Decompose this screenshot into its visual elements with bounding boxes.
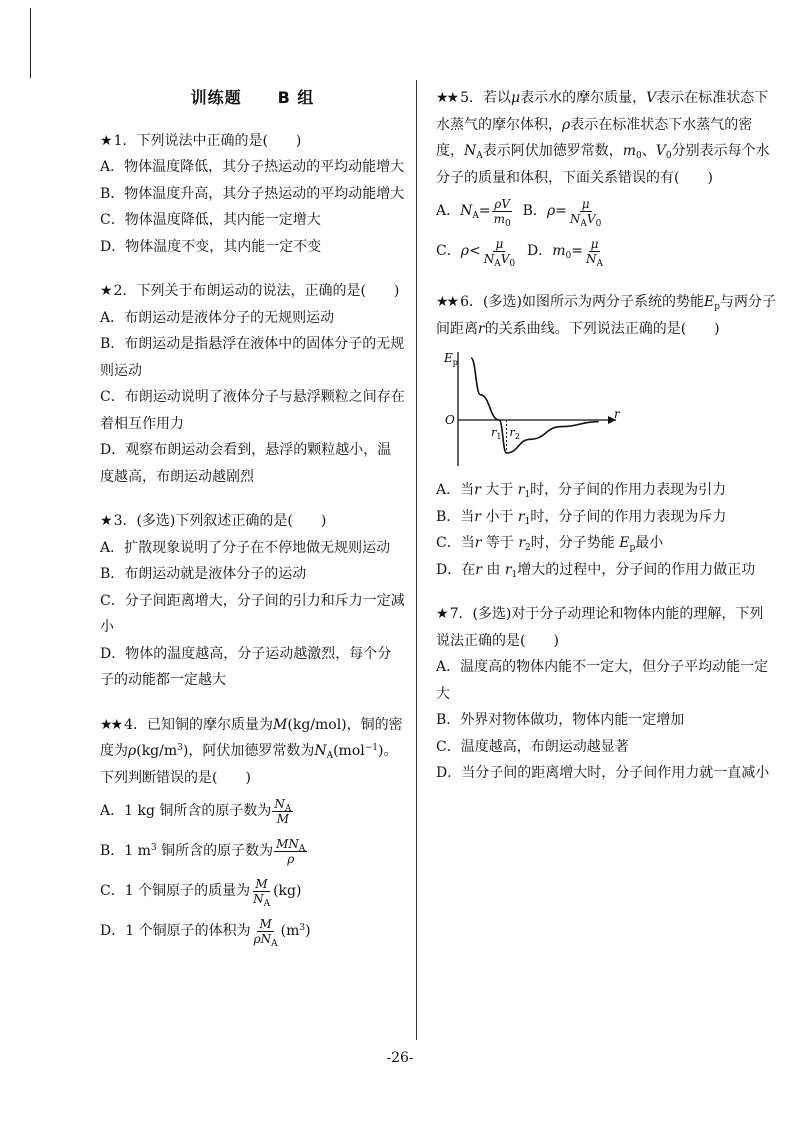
question-7-option-a: A．温度高的物体内能不一定大，但分子平均动能一定大 (436, 659, 769, 702)
left-column (100, 85, 405, 969)
question-3-option-a: A．扩散现象说明了分子在不停地做无规则运动 (100, 539, 391, 556)
question-4-option-b (100, 831, 405, 871)
question-1-option-d: D．物体温度不变，其内能一定不变 (100, 238, 322, 255)
y-axis-label: $E_p$ (444, 351, 458, 367)
q5-m: m (493, 211, 505, 226)
q5-A: A (494, 258, 501, 269)
star-icon: ★ (100, 283, 111, 299)
q4-inv: −1 (364, 743, 379, 753)
question-7-option-b: B．外界对物体做功，物体内能一定增加 (436, 712, 685, 728)
question-3-option-c: C．分子间距离增大，分子间的引力和斥力一定减小 (100, 592, 405, 635)
q6-opt-c-tail: 最小 (635, 535, 664, 551)
fraction (274, 837, 307, 866)
fraction (251, 876, 272, 909)
q5-rho: ρ (494, 196, 502, 211)
column-divider (416, 80, 417, 1040)
q4-stem-b: ，铜的密度为 (100, 716, 403, 759)
q4-opt-b-text: B．1 m (100, 843, 151, 859)
q6-opt-b-sub: 1 (524, 516, 531, 527)
q5-zero: 0 (565, 251, 572, 261)
q5-t5: 表示阿伏加德罗常数， (482, 143, 623, 159)
question-1-stem (100, 128, 405, 155)
question-7-stem (436, 601, 776, 654)
q4-cube: 3 (150, 843, 157, 853)
question-2-text: 2．下列关于布朗运动的说法，正确的是( ) (113, 283, 400, 299)
q5-rho: ρ (460, 243, 469, 259)
question-1 (100, 128, 405, 261)
q5-sep: 、 (641, 143, 656, 159)
q6-r: r (517, 482, 525, 498)
question-4-option-d (100, 911, 405, 951)
q5-rho: ρ (546, 203, 556, 219)
q6-r: r (474, 535, 482, 551)
q6-r: r (474, 508, 481, 525)
q5-zero: 0 (636, 151, 642, 161)
q6-opt-a-a: A．当 (436, 482, 475, 498)
q6-p: p (629, 543, 636, 553)
q5-opt-a: A． (436, 203, 461, 219)
q4-opt-d-text: D．1 个铜原子的体积为 (100, 923, 251, 939)
fraction (482, 236, 517, 269)
q5-N: N (483, 251, 495, 266)
q4-rho: ρ (253, 931, 261, 946)
question-3-text: 3．(多选)下列叙述正确的是( ) (113, 513, 327, 529)
q5-opt-c: C． (436, 243, 461, 259)
star-icon: ★★ (100, 716, 122, 733)
q4-stem-d: )。下列判断错误的是( ) (100, 743, 398, 786)
q4-rho: ρ (287, 851, 295, 866)
q5-t6: 分别表示每个水分子的质量和体积，下面关系错误的有( ) (436, 143, 770, 186)
q5-rho: ρ (562, 116, 571, 133)
q6-opt-a-c: 时，分子间的作用力表现为引力 (530, 482, 727, 498)
question-1-option-a: A．物体温度降低，其分子热运动的平均动能增大 (100, 159, 405, 175)
q5-N: N (464, 143, 477, 159)
q6-r: r (478, 320, 485, 337)
question-3 (100, 508, 405, 694)
title-group: B 组 (277, 88, 315, 107)
q4-A: A (284, 803, 292, 814)
q6-opt-d-c: 增大的过程中，分子间的作用力做正功 (517, 561, 756, 578)
question-1-option-b: B．物体温度升高，其分子热运动的平均动能增大 (100, 185, 405, 202)
question-7-option-c: C．温度越高，布朗运动越显著 (436, 738, 629, 755)
q4-unit-molar: (kg/mol) (287, 716, 347, 733)
q4-unit-inv: (mol (333, 743, 365, 759)
question-4-option-c (100, 871, 405, 911)
q4-M: M (276, 836, 289, 851)
q5-zero: 0 (509, 258, 516, 269)
potential-energy-chart (436, 346, 626, 471)
q4-opt-b-text2: 铜所含的原子数为 (156, 843, 274, 859)
q5-A: A (472, 211, 479, 221)
q5-eq: = (571, 243, 583, 259)
q4-N: N (260, 931, 272, 946)
question-2 (100, 278, 405, 490)
right-column (436, 85, 776, 805)
q6-opt-c-b: 等于 (481, 535, 519, 551)
q6-r: r (504, 561, 512, 578)
q6-r: r (517, 508, 525, 525)
r1-label: $r_1$ (491, 426, 502, 441)
question-7-text: 7．(多选)对于分子动理论和物体内能的理解，下列说法正确的是( ) (436, 606, 764, 649)
q5-t2: 表示水的摩尔质量， (520, 90, 647, 106)
q5-V0: V (500, 251, 510, 266)
title-text: 训练题 (190, 88, 242, 107)
q6-E: E (703, 294, 715, 310)
q6-opt-b-a: B．当 (436, 508, 475, 525)
q4-stem-a: 4．已知铜的摩尔质量为 (124, 716, 274, 733)
q6-E: E (619, 535, 630, 551)
q4-N: N (274, 796, 285, 811)
fraction (492, 196, 513, 229)
fraction (252, 916, 280, 949)
q4-opt-a-text: A．1 kg 铜所含的原子数为 (100, 803, 272, 819)
scan-margin-line (30, 8, 31, 78)
q4-rho: ρ (128, 743, 137, 759)
q5-eq: = (478, 203, 491, 219)
question-6-option-b (436, 504, 776, 531)
q5-mu: μ (590, 236, 599, 251)
q6-stem-a: 6．(多选)如图所示为两分子系统的势能 (460, 294, 704, 310)
question-3-option-d: D．物体的温度越高，分子运动越激烈，每个分子的动能都一定越大 (100, 645, 392, 688)
question-5-options-ab (436, 191, 776, 231)
page-title (100, 85, 405, 112)
q5-opt-b: B． (522, 203, 547, 219)
q4-opt-c-text: C．1 个铜原子的质量为 (100, 883, 251, 899)
q4-close: ) (182, 743, 189, 759)
q5-N: N (569, 211, 581, 226)
q5-mu: μ (511, 90, 521, 106)
q5-zero: 0 (665, 151, 672, 161)
q5-V: V (501, 196, 511, 211)
q5-t4: 表示在标准状态下水蒸气的密度， (436, 116, 753, 159)
fraction (272, 797, 293, 826)
q5-opt-d: D． (527, 243, 553, 259)
q5-zero: 0 (595, 218, 602, 229)
q4-unit-density: (kg/m (136, 743, 178, 759)
q5-A: A (596, 258, 603, 269)
question-1-text: 1．下列说法中正确的是( ) (113, 132, 302, 149)
q4-A: A (326, 751, 334, 761)
page-number: -26- (386, 1050, 414, 1066)
q4-A: A (271, 938, 278, 949)
q5-t3: 表示在标准状态下水蒸气的摩尔体积， (436, 90, 769, 133)
q6-r: r (474, 482, 481, 498)
q5-zero: 0 (505, 218, 511, 229)
q4-opt-d-unit: (m (280, 923, 300, 939)
q4-M: M (255, 876, 268, 891)
q4-M: M (273, 716, 288, 733)
question-6-option-c (436, 530, 776, 557)
q6-r: r (518, 535, 526, 551)
q4-opt-d-close: ) (305, 923, 311, 939)
question-4-stem (100, 712, 405, 792)
question-7-option-d: D．当分子间的距离增大时，分子间作用力就一直减小 (436, 765, 770, 781)
q5-N: N (460, 203, 473, 219)
q5-m: m (552, 243, 566, 259)
q5-mu: μ (581, 196, 590, 211)
q6-opt-b-b: 小于 (481, 508, 518, 525)
fraction (584, 236, 605, 269)
question-2-option-d: D．观察布朗运动会看到，悬浮的颗粒越小，温度越高，布朗运动越剧烈 (100, 442, 392, 485)
star-icon: ★ (100, 513, 111, 529)
question-6-option-d (436, 557, 776, 584)
q5-V0: V (655, 143, 666, 159)
q5-A: A (476, 151, 483, 161)
question-7 (436, 601, 776, 787)
q5-lt: < (468, 243, 481, 259)
question-5-options-cd (436, 231, 776, 271)
q5-N: N (585, 251, 597, 266)
q4-A: A (298, 843, 306, 854)
q6-stem-c: 的关系曲线。下列说法正确的是( ) (484, 320, 720, 337)
question-6-option-a (436, 477, 776, 504)
q6-opt-a-sub: 1 (524, 490, 531, 500)
q4-A: A (263, 898, 271, 909)
q4-N: N (253, 891, 264, 906)
q5-V0: V (586, 211, 596, 226)
q4-N: N (288, 836, 299, 851)
q6-opt-b-c: 时，分子间的作用力表现为斥力 (530, 508, 727, 525)
q6-opt-a-b: 大于 (480, 482, 518, 498)
q4-cube: 3 (299, 923, 306, 933)
q4-M: M (276, 811, 290, 826)
star-icon: ★★ (436, 90, 458, 106)
fraction (568, 196, 603, 229)
q6-r: r (475, 561, 482, 578)
q6-stem-b: 与两分子间距离 (436, 294, 776, 337)
question-6-stem (436, 289, 776, 342)
q4-stem-c: ，阿伏加德罗常数为 (188, 743, 315, 759)
question-4-option-a (100, 791, 405, 831)
x-axis-label: r (614, 407, 620, 421)
q4-cube: 3 (177, 743, 183, 753)
q6-p: p (714, 302, 720, 312)
question-6 (436, 289, 776, 583)
question-2-option-a: A．布朗运动是液体分子的无规则运动 (100, 309, 335, 326)
star-icon: ★ (436, 606, 447, 622)
q5-m: m (622, 143, 637, 159)
q4-N: N (314, 743, 327, 759)
q5-A: A (580, 218, 587, 229)
question-2-option-c: C．布朗运动说明了液体分子与悬浮颗粒之间存在着相互作用力 (100, 389, 405, 432)
question-3-option-b: B．布朗运动就是液体分子的运动 (100, 566, 307, 582)
q6-opt-d-sub: 1 (511, 569, 518, 580)
question-3-stem (100, 508, 405, 535)
question-1-option-c: C．物体温度降低，其内能一定增大 (100, 212, 321, 228)
q5-eq: = (555, 203, 567, 219)
q5-mu: μ (495, 236, 504, 251)
q4-opt-c-unit: (kg) (273, 883, 302, 899)
q6-opt-c-c: 时，分子势能 (530, 535, 620, 551)
star-icon: ★★ (436, 294, 458, 310)
q5-V: V (646, 90, 657, 106)
question-5 (436, 85, 776, 271)
q6-opt-d-b: 由 (481, 561, 505, 578)
question-2-option-b: B．布朗运动是指悬浮在液体中的固体分子的无规则运动 (100, 336, 405, 379)
star-icon: ★ (100, 132, 111, 149)
q6-opt-c-sub: 2 (525, 543, 531, 553)
q4-M: M (259, 916, 272, 931)
q5-t1: 5．若以 (460, 90, 512, 106)
question-2-stem (100, 278, 405, 305)
q6-opt-c-a: C．当 (436, 535, 475, 551)
question-5-stem (436, 85, 776, 191)
q6-opt-d-a: D．在 (436, 561, 476, 578)
origin-label: O (445, 413, 455, 427)
question-4 (100, 712, 405, 952)
r2-label: $r_2$ (509, 426, 520, 441)
